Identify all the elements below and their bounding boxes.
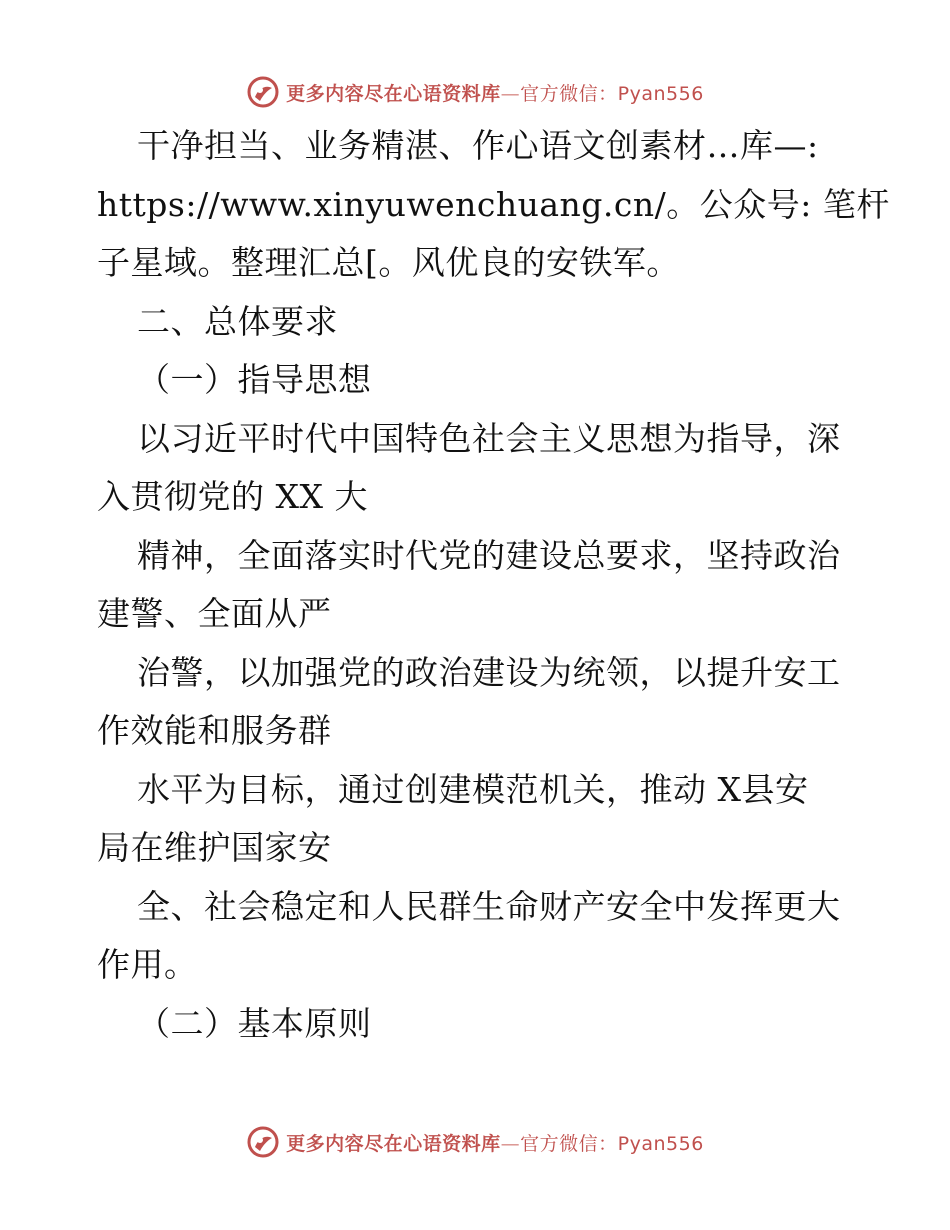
body-line: 水平为目标，通过创建模范机关，推动 X县安 [137,769,809,809]
body-line: 治警，以加强党的政治建设为统领，以提升安工 [137,652,841,692]
document-body [97,117,890,1053]
header-watermark-banner [0,72,950,112]
brand-logo-icon [246,75,280,109]
body-line: 作用。 [97,945,198,984]
subsection-heading: （二）基本原则 [137,1003,372,1043]
footer-watermark-banner [0,1122,950,1162]
body-line: 局在维护国家安 [97,828,332,867]
body-line: 精神，全面落实时代党的建设总要求，坚持政治 [137,535,841,575]
body-line: https://www.xinyuwenchuang.cn/。公众号: 笔杆 [97,184,890,224]
header-wechat-text: 官方微信：Pyan556 [520,82,704,105]
subsection-heading: （一）指导思想 [137,360,372,399]
body-line: 建警、全面从严 [97,594,332,633]
footer-brand-text: 更多内容尽在心语资料库 [286,1132,501,1155]
header-banner-text [286,79,704,106]
body-line: 入贯彻党的 XX 大 [97,477,368,516]
header-brand-text: 更多内容尽在心语资料库 [286,82,501,105]
footer-banner-text [286,1129,704,1156]
body-line: 子星域。整理汇总[。风优良的安铁军。 [97,243,680,282]
brand-logo-icon [246,1125,280,1159]
body-line: 全、社会稳定和人民群生命财产安全中发挥更大 [137,886,841,926]
header-dash: — [500,82,521,105]
body-line: 以习近平时代中国特色社会主义思想为指导，深 [137,418,841,458]
footer-dash: — [500,1132,521,1155]
body-line: 干净担当、业务精湛、作心语文创素材…库—: [137,126,819,165]
section-heading: 二、总体要求 [137,301,338,341]
footer-wechat-text: 官方微信：Pyan556 [520,1132,704,1155]
body-line: 作效能和服务群 [97,711,332,750]
